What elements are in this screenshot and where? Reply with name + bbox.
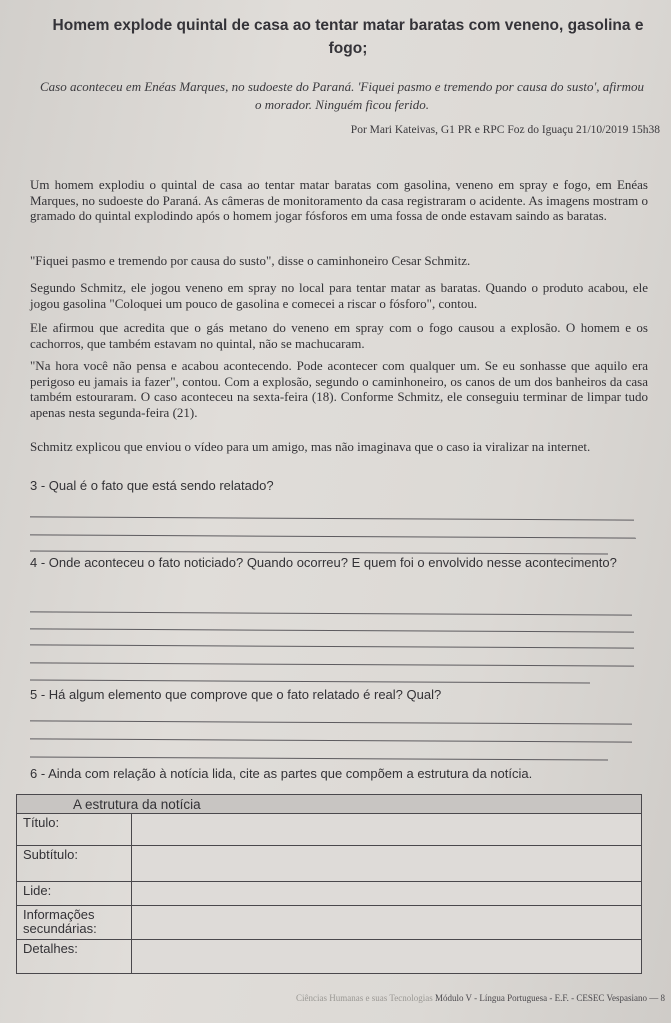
- answer-line[interactable]: [30, 550, 608, 554]
- subtitulo-answer-field[interactable]: [132, 846, 642, 882]
- answer-line[interactable]: [30, 516, 634, 520]
- row-label-informacoes-secundarias: Informações secundárias:: [17, 906, 132, 940]
- article-subtitle: Caso aconteceu em Enéas Marques, no sudoeste do Paraná. 'Fiquei pasmo e tremendo por causa do susto', afirmou o morador. Ninguém ficou ferido.: [40, 79, 644, 112]
- article-paragraph: Schmitz explicou que enviou o vídeo para um amigo, mas não imaginava que o caso ia viralizar na internet.: [30, 439, 591, 454]
- answer-line[interactable]: [30, 628, 634, 632]
- lide-answer-field[interactable]: [132, 882, 642, 906]
- answer-line[interactable]: [30, 738, 632, 742]
- footer-module-text: Módulo V - Língua Portuguesa - E.F. - CESEC Vespasiano — 8: [434, 993, 665, 1003]
- question-5: 5 - Há algum elemento que comprove que o fato relatado é real? Qual?: [30, 687, 442, 702]
- informacoes-secundarias-answer-field[interactable]: [132, 906, 642, 940]
- answer-line[interactable]: [30, 644, 634, 648]
- row-label-titulo: Título:: [17, 814, 132, 846]
- table-header: A estrutura da notícia: [17, 795, 642, 814]
- article-paragraph: Ele afirmou que acredita que o gás metano do veneno em spray com o fogo causou a explosão. O homem e os cachorros, que também estavam no quintal, não se machucaram.: [30, 320, 648, 351]
- row-label-detalhes: Detalhes:: [17, 940, 132, 974]
- question-6: 6 - Ainda com relação à notícia lida, cite as partes que compõem a estrutura da notícia.: [30, 766, 533, 781]
- article-paragraph: "Na hora você não pensa e acabou acontecendo. Pode acontecer com qualquer um. Se eu sonhasse que aquilo era perigoso eu jamais ia fazer", contou. Com a explosão, segundo o caminhoneiro, os canos de um dos banheiros da casa também estouraram. O caso aconteceu na sexta-feira (18). Conforme Schmitz, ele conseguiu terminar de limpar tudo apenas nesta segunda-feira (21).: [30, 358, 648, 420]
- answer-line[interactable]: [30, 756, 608, 760]
- detalhes-answer-field[interactable]: [132, 940, 642, 974]
- page-footer: [120, 993, 665, 1003]
- article-paragraph: Um homem explodiu o quintal de casa ao tentar matar baratas com gasolina, veneno em spray e fogo, em Enéas Marques, no sudoeste do Paraná. As câmeras de monitoramento da casa registraram o acidente. As imagens mostram o gramado do quintal explodindo após o homem jogar fósforos em uma fossa de onde estavam saindo as baratas.: [30, 177, 648, 223]
- article-headline: Homem explode quintal de casa ao tentar matar baratas com veneno, gasolina e fogo;: [52, 17, 644, 57]
- article-paragraph: "Fiquei pasmo e tremendo por causa do susto", disse o caminhoneiro Cesar Schmitz.: [30, 253, 471, 268]
- article-paragraph: Segundo Schmitz, ele jogou veneno em spray no local para tentar matar as baratas. Quando o produto acabou, ele jogou gasolina "Coloquei um pouco de gasolina e comecei a riscar o fósforo", contou.: [30, 280, 648, 311]
- titulo-answer-field[interactable]: [132, 814, 642, 846]
- article-byline: Por Mari Kateivas, G1 PR e RPC Foz do Iguaçu 21/10/2019 15h38: [350, 124, 660, 136]
- row-label-lide: Lide:: [17, 882, 132, 906]
- answer-line[interactable]: [30, 720, 632, 724]
- answer-line[interactable]: [30, 662, 634, 666]
- answer-line[interactable]: [30, 534, 636, 538]
- question-4: 4 - Onde aconteceu o fato noticiado? Quando ocorreu? E quem foi o envolvido nesse acontecimento?: [30, 555, 617, 570]
- answer-line[interactable]: [30, 611, 632, 615]
- footer-faded-text: Ciências Humanas e suas Tecnologias: [296, 993, 433, 1003]
- question-3: 3 - Qual é o fato que está sendo relatado?: [30, 478, 274, 493]
- row-label-subtitulo: Subtítulo:: [17, 846, 132, 882]
- news-structure-table: [16, 794, 642, 974]
- answer-line[interactable]: [30, 680, 590, 684]
